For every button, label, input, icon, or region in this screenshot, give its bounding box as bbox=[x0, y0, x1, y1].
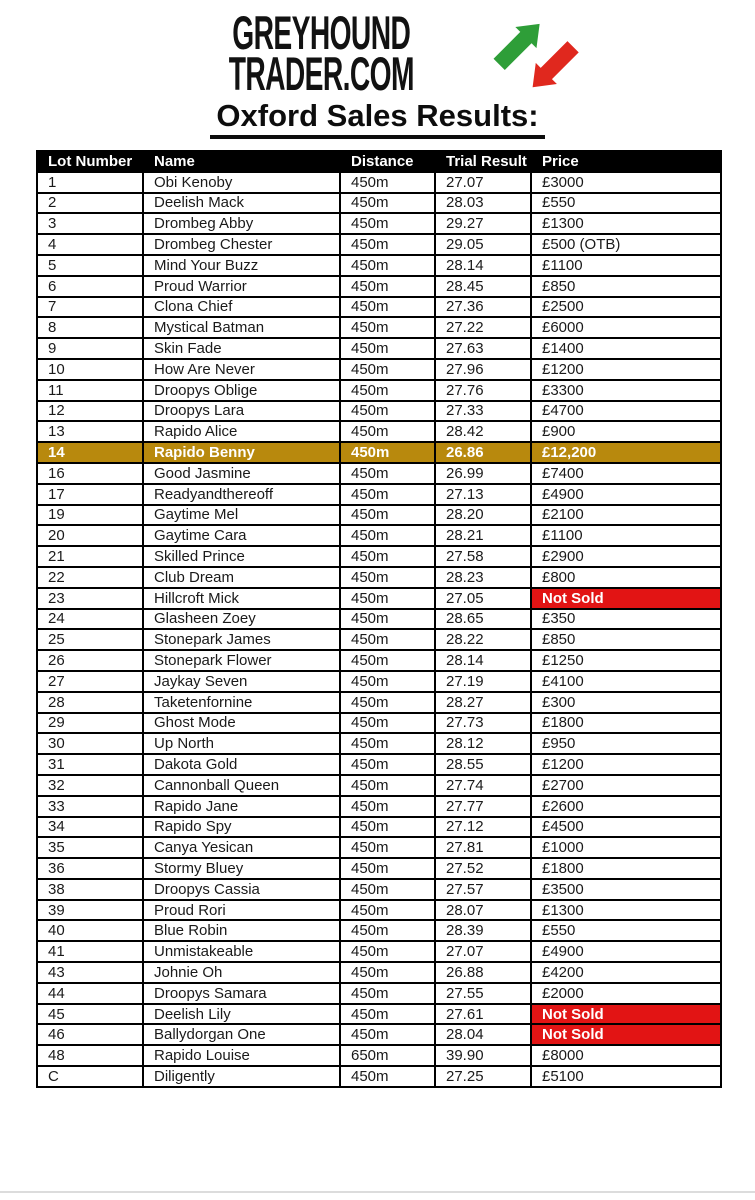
cell-name: Ballydorgan One bbox=[143, 1024, 340, 1045]
cell-distance: 450m bbox=[340, 754, 435, 775]
table-row bbox=[37, 837, 721, 858]
cell-name: Gaytime Mel bbox=[143, 505, 340, 526]
cell-distance: 450m bbox=[340, 484, 435, 505]
cell-price: £900 bbox=[531, 421, 721, 442]
cell-distance: 450m bbox=[340, 941, 435, 962]
table-row bbox=[37, 962, 721, 983]
cell-price: £2600 bbox=[531, 796, 721, 817]
table-row bbox=[37, 525, 721, 546]
cell-price: £4900 bbox=[531, 941, 721, 962]
arrow-up-icon bbox=[493, 24, 539, 70]
cell-distance: 450m bbox=[340, 505, 435, 526]
cell-price: £3300 bbox=[531, 380, 721, 401]
cell-trial: 27.22 bbox=[435, 317, 531, 338]
cell-price: £7400 bbox=[531, 463, 721, 484]
cell-lot: 19 bbox=[37, 505, 143, 526]
table-row bbox=[37, 692, 721, 713]
cell-name: Rapido Benny bbox=[143, 442, 340, 463]
cell-lot: 34 bbox=[37, 817, 143, 838]
cell-lot: 32 bbox=[37, 775, 143, 796]
table-row bbox=[37, 193, 721, 214]
cell-distance: 450m bbox=[340, 900, 435, 921]
cell-name: Proud Warrior bbox=[143, 276, 340, 297]
table-row bbox=[37, 297, 721, 318]
table-row bbox=[37, 401, 721, 422]
cell-distance: 450m bbox=[340, 421, 435, 442]
cell-trial: 28.22 bbox=[435, 629, 531, 650]
cell-lot: 5 bbox=[37, 255, 143, 276]
cell-distance: 450m bbox=[340, 1004, 435, 1025]
cell-trial: 28.07 bbox=[435, 900, 531, 921]
cell-distance: 650m bbox=[340, 1045, 435, 1066]
table-row bbox=[37, 463, 721, 484]
column-header-price: Price bbox=[531, 151, 721, 172]
cell-price: £3500 bbox=[531, 879, 721, 900]
cell-distance: 450m bbox=[340, 317, 435, 338]
cell-name: Drombeg Chester bbox=[143, 234, 340, 255]
cell-lot: 44 bbox=[37, 983, 143, 1004]
cell-trial: 28.55 bbox=[435, 754, 531, 775]
table-row bbox=[37, 650, 721, 671]
table-row bbox=[37, 733, 721, 754]
cell-price: £1200 bbox=[531, 359, 721, 380]
cell-name: Johnie Oh bbox=[143, 962, 340, 983]
bottom-divider bbox=[0, 1191, 755, 1193]
cell-name: Droopys Cassia bbox=[143, 879, 340, 900]
cell-name: Skilled Prince bbox=[143, 546, 340, 567]
cell-price: £850 bbox=[531, 276, 721, 297]
cell-distance: 450m bbox=[340, 338, 435, 359]
cell-distance: 450m bbox=[340, 567, 435, 588]
cell-distance: 450m bbox=[340, 858, 435, 879]
cell-name: Good Jasmine bbox=[143, 463, 340, 484]
sales-table-body bbox=[37, 172, 721, 1087]
cell-trial: 39.90 bbox=[435, 1045, 531, 1066]
cell-name: Gaytime Cara bbox=[143, 525, 340, 546]
table-row bbox=[37, 817, 721, 838]
cell-lot: 8 bbox=[37, 317, 143, 338]
cell-price: £4700 bbox=[531, 401, 721, 422]
cell-distance: 450m bbox=[340, 650, 435, 671]
table-row bbox=[37, 983, 721, 1004]
cell-price: £4200 bbox=[531, 962, 721, 983]
cell-name: Mind Your Buzz bbox=[143, 255, 340, 276]
table-row bbox=[37, 484, 721, 505]
table-row bbox=[37, 754, 721, 775]
table-row bbox=[37, 442, 721, 463]
cell-price: £8000 bbox=[531, 1045, 721, 1066]
cell-lot: 3 bbox=[37, 213, 143, 234]
cell-lot: 23 bbox=[37, 588, 143, 609]
cell-lot: 33 bbox=[37, 796, 143, 817]
cell-lot: 38 bbox=[37, 879, 143, 900]
cell-distance: 450m bbox=[340, 775, 435, 796]
cell-lot: 10 bbox=[37, 359, 143, 380]
cell-distance: 450m bbox=[340, 920, 435, 941]
table-row bbox=[37, 920, 721, 941]
cell-trial: 27.58 bbox=[435, 546, 531, 567]
cell-lot: 24 bbox=[37, 609, 143, 630]
table-row bbox=[37, 255, 721, 276]
cell-lot: 40 bbox=[37, 920, 143, 941]
cell-trial: 27.52 bbox=[435, 858, 531, 879]
table-row bbox=[37, 546, 721, 567]
cell-price: £1100 bbox=[531, 255, 721, 276]
cell-name: Ghost Mode bbox=[143, 713, 340, 734]
cell-price: £1100 bbox=[531, 525, 721, 546]
cell-name: Unmistakeable bbox=[143, 941, 340, 962]
cell-distance: 450m bbox=[340, 733, 435, 754]
cell-trial: 27.57 bbox=[435, 879, 531, 900]
cell-name: Stonepark Flower bbox=[143, 650, 340, 671]
cell-price: £5100 bbox=[531, 1066, 721, 1087]
table-row bbox=[37, 588, 721, 609]
cell-name: Drombeg Abby bbox=[143, 213, 340, 234]
cell-price: £800 bbox=[531, 567, 721, 588]
table-row bbox=[37, 775, 721, 796]
cell-price: £1000 bbox=[531, 837, 721, 858]
cell-trial: 28.20 bbox=[435, 505, 531, 526]
cell-price: £1800 bbox=[531, 713, 721, 734]
table-row bbox=[37, 567, 721, 588]
cell-name: Stormy Bluey bbox=[143, 858, 340, 879]
cell-lot: 26 bbox=[37, 650, 143, 671]
cell-distance: 450m bbox=[340, 837, 435, 858]
cell-name: Droopys Oblige bbox=[143, 380, 340, 401]
cell-trial: 27.36 bbox=[435, 297, 531, 318]
cell-lot: 16 bbox=[37, 463, 143, 484]
cell-name: Readyandthereoff bbox=[143, 484, 340, 505]
cell-price: Not Sold bbox=[531, 1024, 721, 1045]
table-row bbox=[37, 505, 721, 526]
cell-name: Rapido Jane bbox=[143, 796, 340, 817]
column-header-trial-result: Trial Result bbox=[435, 151, 531, 172]
cell-distance: 450m bbox=[340, 193, 435, 214]
cell-price: £4900 bbox=[531, 484, 721, 505]
table-row bbox=[37, 1024, 721, 1045]
cell-lot: 41 bbox=[37, 941, 143, 962]
logo-line2: TRADER.COM bbox=[228, 47, 415, 100]
cell-price: £350 bbox=[531, 609, 721, 630]
cell-lot: 2 bbox=[37, 193, 143, 214]
table-row bbox=[37, 713, 721, 734]
cell-lot: 30 bbox=[37, 733, 143, 754]
cell-name: Clona Chief bbox=[143, 297, 340, 318]
cell-name: Droopys Samara bbox=[143, 983, 340, 1004]
cell-name: Deelish Mack bbox=[143, 193, 340, 214]
cell-distance: 450m bbox=[340, 983, 435, 1004]
cell-lot: 11 bbox=[37, 380, 143, 401]
cell-trial: 27.74 bbox=[435, 775, 531, 796]
cell-trial: 28.14 bbox=[435, 255, 531, 276]
table-header-row bbox=[37, 151, 721, 172]
cell-price: £850 bbox=[531, 629, 721, 650]
cell-lot: 43 bbox=[37, 962, 143, 983]
cell-price: £2500 bbox=[531, 297, 721, 318]
cell-distance: 450m bbox=[340, 796, 435, 817]
cell-lot: 13 bbox=[37, 421, 143, 442]
cell-price: £1250 bbox=[531, 650, 721, 671]
cell-lot: 39 bbox=[37, 900, 143, 921]
cell-trial: 28.45 bbox=[435, 276, 531, 297]
cell-price: £1800 bbox=[531, 858, 721, 879]
cell-price: £550 bbox=[531, 920, 721, 941]
cell-price: £2900 bbox=[531, 546, 721, 567]
cell-price: £3000 bbox=[531, 172, 721, 193]
cell-lot: 25 bbox=[37, 629, 143, 650]
cell-name: Stonepark James bbox=[143, 629, 340, 650]
cell-trial: 28.03 bbox=[435, 193, 531, 214]
table-row bbox=[37, 276, 721, 297]
arrow-down-icon bbox=[532, 41, 578, 87]
cell-trial: 27.25 bbox=[435, 1066, 531, 1087]
cell-trial: 27.55 bbox=[435, 983, 531, 1004]
cell-lot: 21 bbox=[37, 546, 143, 567]
logo-text bbox=[228, 6, 415, 100]
cell-trial: 27.63 bbox=[435, 338, 531, 359]
cell-name: Dakota Gold bbox=[143, 754, 340, 775]
cell-trial: 29.27 bbox=[435, 213, 531, 234]
cell-name: Diligently bbox=[143, 1066, 340, 1087]
cell-lot: 45 bbox=[37, 1004, 143, 1025]
cell-trial: 28.42 bbox=[435, 421, 531, 442]
cell-distance: 450m bbox=[340, 629, 435, 650]
cell-distance: 450m bbox=[340, 1024, 435, 1045]
cell-trial: 27.12 bbox=[435, 817, 531, 838]
cell-trial: 28.14 bbox=[435, 650, 531, 671]
table-row bbox=[37, 234, 721, 255]
cell-price: £550 bbox=[531, 193, 721, 214]
cell-trial: 27.33 bbox=[435, 401, 531, 422]
cell-lot: 1 bbox=[37, 172, 143, 193]
cell-name: Rapido Louise bbox=[143, 1045, 340, 1066]
cell-lot: 12 bbox=[37, 401, 143, 422]
table-row bbox=[37, 879, 721, 900]
cell-name: Canya Yesican bbox=[143, 837, 340, 858]
cell-name: Deelish Lily bbox=[143, 1004, 340, 1025]
trade-arrows-icon bbox=[486, 8, 588, 96]
cell-distance: 450m bbox=[340, 962, 435, 983]
table-row bbox=[37, 1045, 721, 1066]
cell-trial: 27.05 bbox=[435, 588, 531, 609]
cell-lot: 7 bbox=[37, 297, 143, 318]
cell-price: £6000 bbox=[531, 317, 721, 338]
cell-distance: 450m bbox=[340, 879, 435, 900]
cell-price: £1300 bbox=[531, 213, 721, 234]
cell-trial: 28.65 bbox=[435, 609, 531, 630]
cell-name: Rapido Alice bbox=[143, 421, 340, 442]
table-row bbox=[37, 900, 721, 921]
cell-price: Not Sold bbox=[531, 1004, 721, 1025]
table-row bbox=[37, 421, 721, 442]
cell-distance: 450m bbox=[340, 297, 435, 318]
cell-distance: 450m bbox=[340, 692, 435, 713]
cell-trial: 26.88 bbox=[435, 962, 531, 983]
cell-lot: C bbox=[37, 1066, 143, 1087]
cell-price: £1400 bbox=[531, 338, 721, 359]
cell-lot: 46 bbox=[37, 1024, 143, 1045]
cell-lot: 36 bbox=[37, 858, 143, 879]
cell-name: Jaykay Seven bbox=[143, 671, 340, 692]
table-row bbox=[37, 380, 721, 401]
cell-name: How Are Never bbox=[143, 359, 340, 380]
cell-name: Mystical Batman bbox=[143, 317, 340, 338]
cell-lot: 35 bbox=[37, 837, 143, 858]
logo bbox=[0, 0, 755, 100]
cell-distance: 450m bbox=[340, 276, 435, 297]
cell-lot: 20 bbox=[37, 525, 143, 546]
table-row bbox=[37, 317, 721, 338]
cell-trial: 27.81 bbox=[435, 837, 531, 858]
cell-name: Skin Fade bbox=[143, 338, 340, 359]
cell-price: £4100 bbox=[531, 671, 721, 692]
cell-distance: 450m bbox=[340, 671, 435, 692]
cell-trial: 28.12 bbox=[435, 733, 531, 754]
cell-trial: 27.13 bbox=[435, 484, 531, 505]
cell-trial: 28.04 bbox=[435, 1024, 531, 1045]
cell-distance: 450m bbox=[340, 817, 435, 838]
cell-trial: 27.96 bbox=[435, 359, 531, 380]
cell-distance: 450m bbox=[340, 1066, 435, 1087]
cell-trial: 27.07 bbox=[435, 172, 531, 193]
cell-distance: 450m bbox=[340, 588, 435, 609]
column-header-name: Name bbox=[143, 151, 340, 172]
cell-distance: 450m bbox=[340, 255, 435, 276]
cell-price: £1300 bbox=[531, 900, 721, 921]
cell-trial: 27.77 bbox=[435, 796, 531, 817]
cell-name: Taketenfornine bbox=[143, 692, 340, 713]
cell-trial: 26.99 bbox=[435, 463, 531, 484]
cell-lot: 17 bbox=[37, 484, 143, 505]
column-header-lot-number: Lot Number bbox=[37, 151, 143, 172]
cell-distance: 450m bbox=[340, 380, 435, 401]
page-title-wrap bbox=[0, 98, 755, 139]
cell-price: £950 bbox=[531, 733, 721, 754]
cell-distance: 450m bbox=[340, 401, 435, 422]
page-title: Oxford Sales Results: bbox=[210, 98, 544, 139]
cell-lot: 9 bbox=[37, 338, 143, 359]
cell-lot: 6 bbox=[37, 276, 143, 297]
cell-distance: 450m bbox=[340, 609, 435, 630]
table-row bbox=[37, 338, 721, 359]
cell-trial: 27.73 bbox=[435, 713, 531, 734]
table-row bbox=[37, 609, 721, 630]
cell-lot: 27 bbox=[37, 671, 143, 692]
table-row bbox=[37, 1004, 721, 1025]
table-row bbox=[37, 796, 721, 817]
cell-name: Glasheen Zoey bbox=[143, 609, 340, 630]
cell-price: £1200 bbox=[531, 754, 721, 775]
logo-line1: GREYHOUND bbox=[232, 6, 411, 59]
cell-lot: 4 bbox=[37, 234, 143, 255]
sales-results-table bbox=[36, 150, 722, 1088]
cell-trial: 27.76 bbox=[435, 380, 531, 401]
cell-name: Hillcroft Mick bbox=[143, 588, 340, 609]
table-row bbox=[37, 1066, 721, 1087]
cell-lot: 28 bbox=[37, 692, 143, 713]
cell-trial: 27.61 bbox=[435, 1004, 531, 1025]
cell-distance: 450m bbox=[340, 713, 435, 734]
cell-distance: 450m bbox=[340, 359, 435, 380]
cell-distance: 450m bbox=[340, 234, 435, 255]
cell-trial: 27.07 bbox=[435, 941, 531, 962]
cell-distance: 450m bbox=[340, 442, 435, 463]
column-header-distance: Distance bbox=[340, 151, 435, 172]
cell-lot: 48 bbox=[37, 1045, 143, 1066]
cell-price: £500 (OTB) bbox=[531, 234, 721, 255]
cell-trial: 28.23 bbox=[435, 567, 531, 588]
table-row bbox=[37, 629, 721, 650]
cell-lot: 14 bbox=[37, 442, 143, 463]
cell-price: £2700 bbox=[531, 775, 721, 796]
cell-trial: 27.19 bbox=[435, 671, 531, 692]
table-row bbox=[37, 671, 721, 692]
cell-price: £2100 bbox=[531, 505, 721, 526]
cell-price: £300 bbox=[531, 692, 721, 713]
cell-lot: 31 bbox=[37, 754, 143, 775]
table-row bbox=[37, 213, 721, 234]
cell-lot: 29 bbox=[37, 713, 143, 734]
cell-name: Club Dream bbox=[143, 567, 340, 588]
cell-trial: 29.05 bbox=[435, 234, 531, 255]
cell-trial: 28.27 bbox=[435, 692, 531, 713]
cell-price: £12,200 bbox=[531, 442, 721, 463]
table-row bbox=[37, 858, 721, 879]
table-row bbox=[37, 941, 721, 962]
cell-name: Up North bbox=[143, 733, 340, 754]
cell-name: Droopys Lara bbox=[143, 401, 340, 422]
cell-name: Obi Kenoby bbox=[143, 172, 340, 193]
cell-price: £4500 bbox=[531, 817, 721, 838]
cell-distance: 450m bbox=[340, 525, 435, 546]
table-row bbox=[37, 172, 721, 193]
table-row bbox=[37, 359, 721, 380]
cell-distance: 450m bbox=[340, 172, 435, 193]
cell-lot: 22 bbox=[37, 567, 143, 588]
cell-trial: 28.39 bbox=[435, 920, 531, 941]
cell-name: Cannonball Queen bbox=[143, 775, 340, 796]
cell-price: £2000 bbox=[531, 983, 721, 1004]
cell-name: Blue Robin bbox=[143, 920, 340, 941]
cell-name: Rapido Spy bbox=[143, 817, 340, 838]
cell-trial: 26.86 bbox=[435, 442, 531, 463]
cell-distance: 450m bbox=[340, 463, 435, 484]
cell-distance: 450m bbox=[340, 546, 435, 567]
cell-name: Proud Rori bbox=[143, 900, 340, 921]
cell-distance: 450m bbox=[340, 213, 435, 234]
cell-price: Not Sold bbox=[531, 588, 721, 609]
cell-trial: 28.21 bbox=[435, 525, 531, 546]
